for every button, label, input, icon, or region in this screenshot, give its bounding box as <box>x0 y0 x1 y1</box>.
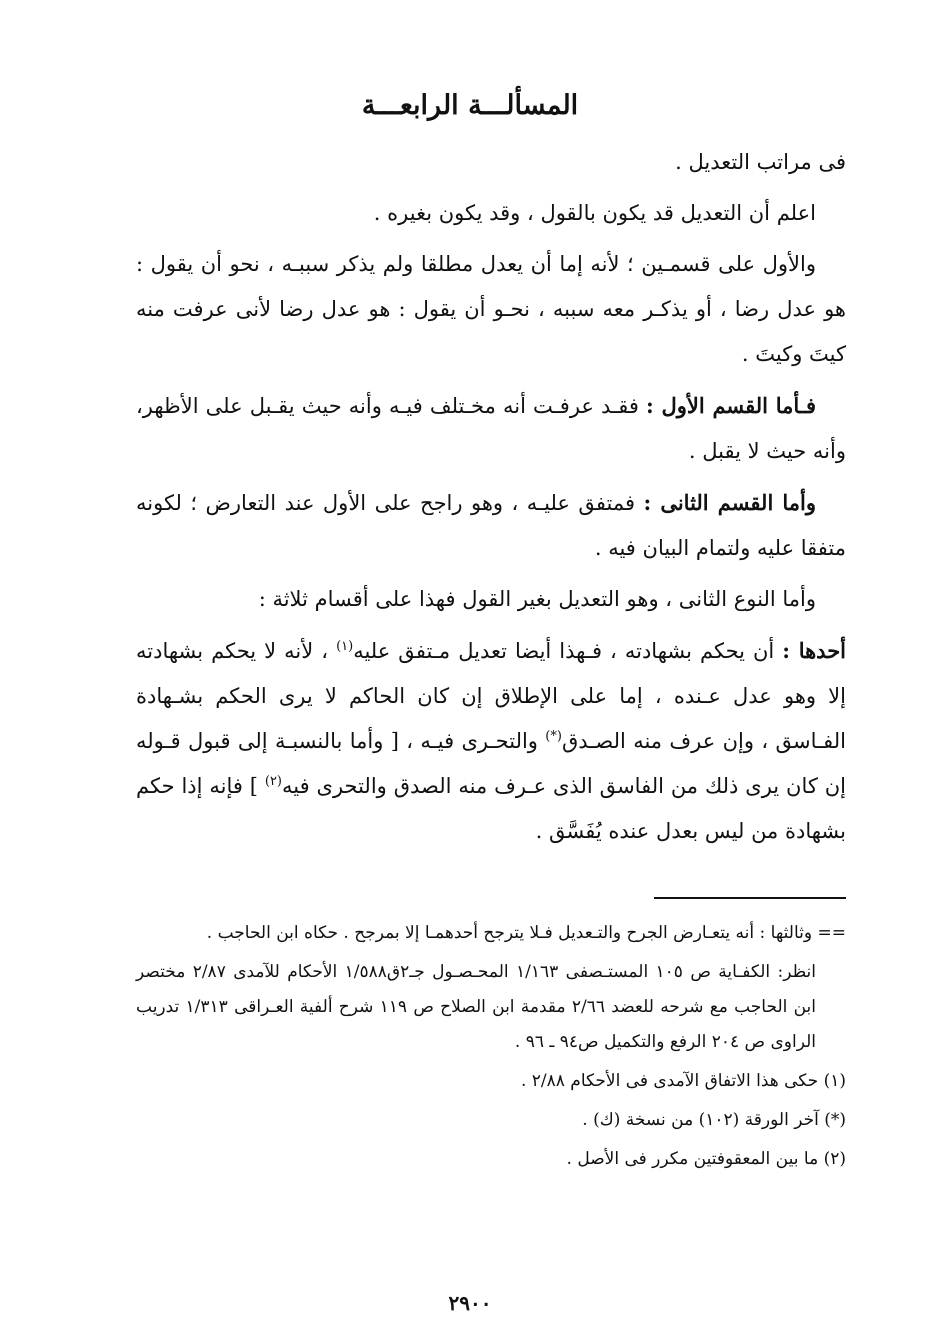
paragraph <box>136 191 846 236</box>
page-number: ٢٩٠٠ <box>448 1291 492 1315</box>
paragraph-text: اعلم أن التعديل قد يكون بالقول ، وقد يكون بغيره . <box>373 201 816 225</box>
paragraph <box>136 480 846 571</box>
paragraph-text: فقـد عرفـت أنه مخـتلف فيـه وأنه حيث يقـبل على الأظهر، وأنه حيث لا يقبل . <box>136 394 846 463</box>
paragraph-lead: فـأما القسم الأول : <box>646 393 816 418</box>
footnote-divider <box>654 897 846 899</box>
footnote-1: (١) حكى هذا الاتفاق الآمدى فى الأحكام ٢/٨٨ . <box>520 1071 846 1091</box>
footnote-ref: (١) <box>336 639 354 654</box>
paragraph-heading <box>136 140 846 185</box>
paragraph-text: ] فإنه إذا حكم بشهادة من ليس بعدل عنده يُفَسَّق . <box>136 774 846 843</box>
paragraph-text: والأول على قسمـين ؛ لأنه إما أن يعدل مطلقا ولم يذكر سببـه ، نحو أن يقول : هو عدل رضا ، أو يذكـر معه سببه ، نحـو أن يقول : هو عدل رضا لأنى عرفت منه كيتَ وكيتَ . <box>136 252 846 366</box>
main-text <box>136 140 846 860</box>
footnote-ref: (*) <box>545 729 562 744</box>
footnote-sources: انظر: الكفـاية ص ١٠٥ المستـصفى ١/١٦٣ المحـصـول جـ٢ق١/٥٨٨ الأحكام للآمدى ٢/٨٧ مختصر ابن الحاجب مع شرحه للعضد ٢/٦٦ مقدمة ابن الصلاح ص ١١٩ شرح ألفية العـراقى ١/٣١٣ تدريب الراوى ص ٢٠٤ الرفع والتكميل ص٩٤ ـ ٩٦ . <box>136 962 817 1052</box>
section-title: المسألـــة الرابعـــة <box>361 90 579 121</box>
paragraph <box>136 577 846 622</box>
footnote-continuation: == وثالثها : أنه يتعـارض الجرح والتـعديل فـلا يترجح أحدهمـا إلا بمرجح . حكاه ابن الحاجب . <box>206 923 846 943</box>
paragraph-text: والتحـرى فيـه ، [ وأما بالنسبـة إلى قبول قـوله إن كان يرى ذلك من الفاسق الذى عـرف منه الصدق والتحرى فيه <box>136 729 846 798</box>
footnote-2: (٢) ما بين المعقوفتين مكرر فى الأصل . <box>566 1149 846 1169</box>
paragraph-text: أن يحكم بشهادته ، فـهذا أيضا تعديل مـتفق عليه <box>353 639 783 663</box>
paragraph-text: فمتفق عليـه ، وهو راجح على الأول عند التعارض ؛ لكونه متفقا عليه ولتمام البيان فيه . <box>136 491 846 560</box>
paragraph <box>136 383 846 474</box>
paragraph-lead: وأما القسم الثانى : <box>643 490 816 515</box>
paragraph-text: فى مراتب التعديل . <box>675 150 846 174</box>
paragraph-text: وأما النوع الثانى ، وهو التعديل بغير القول فهذا على أقسام ثلاثة : <box>258 587 816 611</box>
footnote-ref: (٢) <box>264 774 282 789</box>
paragraph-text: ، لأنه لا يحكم بشهادته إلا وهو عدل عـنده ، إما على الإطلاق إن كان الحاكم لا يرى الحكم بشـهادة الفـاسق ، وإن عرف منه الصـدق <box>136 639 847 753</box>
paragraph <box>136 242 846 377</box>
footnote-star: (*) آخر الورقة (١٠٢) من نسخة (ك) . <box>582 1110 846 1130</box>
paragraph-ahaduha <box>136 628 846 854</box>
footnotes <box>136 916 846 1181</box>
paragraph-lead: أحدها : <box>782 638 847 663</box>
